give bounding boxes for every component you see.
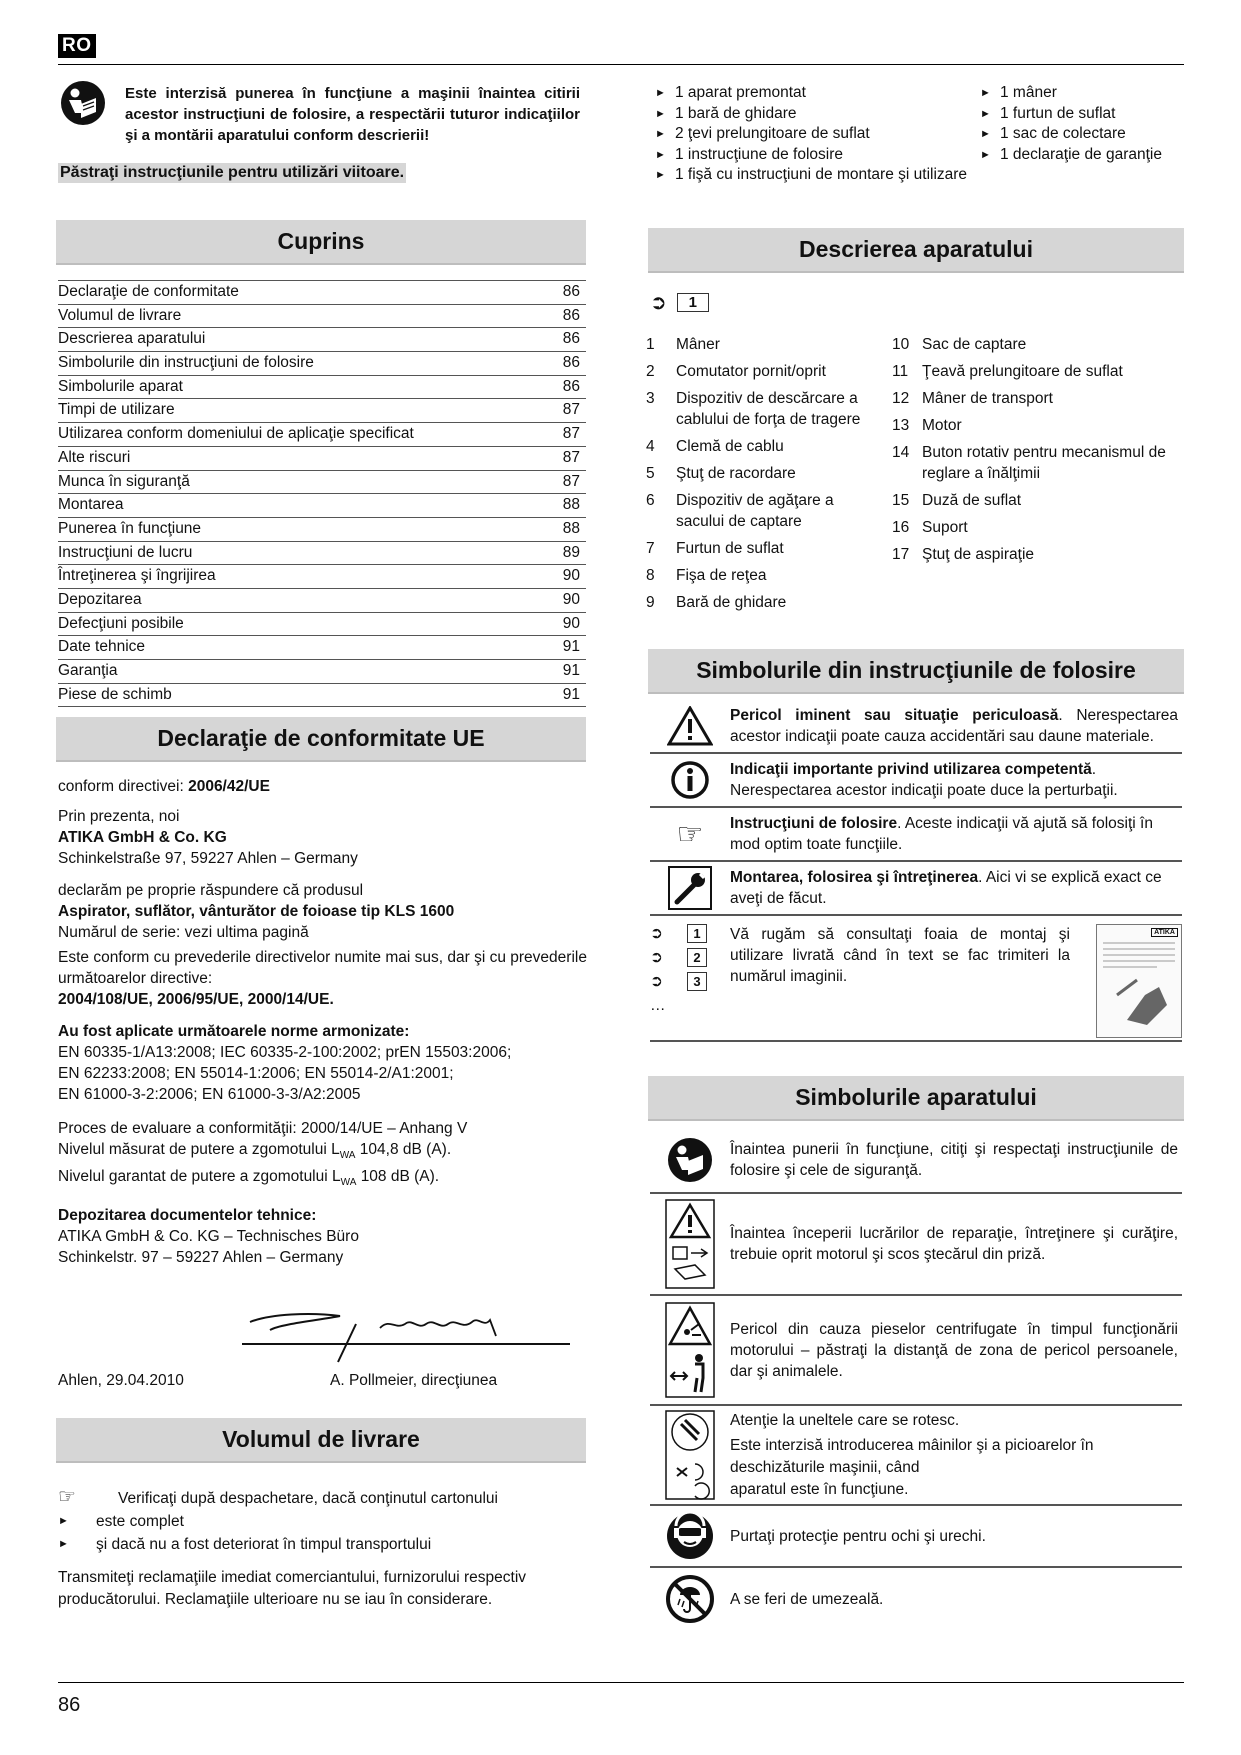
no-rain-icon: [650, 1575, 730, 1623]
delivery-bullet: este complet: [96, 1513, 184, 1530]
delivery-item-label: 1 instrucţiune de folosire: [675, 145, 844, 163]
rotating-tools-icon: [650, 1410, 730, 1500]
noise-measured-value: 104,8 dB (A).: [359, 1141, 452, 1158]
consult-text: Vă rugăm să consultaţi foaia de montaj şi utilizare livrată când în text se fac trimiteri la numărul imaginii.: [730, 926, 1070, 985]
noise-guaranteed-value: 108 dB (A).: [360, 1168, 440, 1186]
toc-item[interactable]: [58, 352, 586, 376]
delivery-item: [980, 83, 1190, 104]
delivery-item-label: 1 declaraţie de garanţie: [1000, 145, 1163, 163]
part-item: [892, 388, 1182, 409]
part-label: Ţeavă prelungitoare de suflat: [922, 363, 1123, 380]
company-address: Schinkelstraße 97, 59227 Ahlen – Germany: [58, 850, 358, 867]
delivery-item: [980, 104, 1190, 125]
delivery-claims: Transmiteţi reclamaţiile imediat comerciantului, furnizorului respectiv producătorului. Reclamaţiile ulterioare nu se iau în considerare.: [58, 1569, 527, 1608]
toc-item-page: 86: [562, 283, 580, 300]
rotating-tools-warning: Atenţie la uneltele care se rotesc.: [730, 1411, 960, 1429]
toc-item-label: Alte riscuri: [58, 448, 131, 466]
toc-item-page: 87: [562, 425, 580, 443]
part-number: 2: [646, 363, 655, 380]
description-col2: [892, 334, 1182, 571]
delivery-item-label: 2 ţevi prelungitoare de suflat: [675, 125, 870, 142]
lwa-subscript: WA: [340, 1177, 357, 1189]
toc-list: [58, 280, 586, 707]
delivery-item-label: 1 mâner: [1000, 84, 1057, 101]
read-manual-icon: [60, 80, 106, 126]
page-number: 86: [58, 1694, 81, 1716]
delivery-item-label: 1 aparat premontat: [675, 84, 806, 101]
toc-item-page: 86: [562, 330, 580, 348]
toc-item-label: Date tehnice: [58, 638, 146, 656]
declaration-body: [58, 776, 598, 1268]
keep-instructions-note: Păstraţi instrucţiunile pentru utilizări viitoare.: [60, 164, 405, 181]
toc-item-label: Declaraţie de conformitate: [58, 283, 239, 300]
pointing-hand-icon: ☞: [676, 817, 704, 851]
conform-text: Este conform cu prevederile directivelor numite mai sus, dar şi cu prevederile următoarelor directive:: [58, 949, 587, 987]
noise-measured: [58, 1139, 598, 1166]
part-number: 5: [646, 465, 655, 482]
part-number: 10: [892, 336, 910, 353]
part-label: Mâner: [676, 336, 720, 353]
declaration-heading: Declaraţie de conformitate UE: [56, 717, 586, 762]
part-item: [646, 436, 886, 457]
part-item: [646, 592, 886, 613]
toc-item[interactable]: [58, 518, 586, 542]
read-manual-icon: [650, 1137, 730, 1183]
symbol-row-danger: [650, 700, 1182, 754]
ellipsis: …: [650, 997, 666, 1014]
danger-label: Pericol iminent sau situaţie periculoasă: [730, 707, 1059, 724]
toc-item-label: Punerea în funcţiune: [58, 519, 202, 537]
toc-item-page: 89: [562, 543, 580, 561]
directives-list: 2004/108/UE, 2006/95/UE, 2000/14/UE.: [58, 991, 334, 1008]
toc-item-page: 91: [562, 662, 580, 679]
rotating-tools-text: Este interzisă introducerea mâinilor şi a picioarelor în deschizăturile maşinii, când: [730, 1436, 1094, 1476]
part-label: Sac de captare: [922, 336, 1027, 353]
part-label: Fişa de reţea: [676, 567, 767, 584]
part-item: [646, 565, 886, 586]
part-item: [646, 538, 886, 559]
toc-item[interactable]: [58, 423, 586, 447]
toc-item[interactable]: [58, 613, 586, 637]
product-name: Aspirator, suflător, vânturător de foioase tip KLS 1600: [58, 903, 455, 920]
warning-text: Este interzisă punerea în funcţiune a maşinii înaintea citirii acestor instrucţiuni de folosire, a respectării tuturor indicaţiilor şi a montării aparatului conform descrierii!: [125, 85, 580, 144]
part-item: [892, 442, 1182, 484]
figure-number: 1: [677, 293, 709, 312]
directive-number: 2006/42/UE: [188, 778, 270, 795]
toc-item-page: 87: [562, 472, 580, 490]
delivery-item-label: 1 sac de colectare: [1000, 125, 1126, 142]
toc-item-label: Piese de schimb: [58, 685, 172, 703]
toc-item-label: Întreţinerea şi îngrijirea: [58, 567, 216, 585]
toc-item[interactable]: [58, 328, 586, 352]
toc-item-page: 87: [562, 401, 580, 419]
language-badge: RO: [58, 34, 96, 58]
part-number: 14: [892, 444, 910, 461]
part-item: [646, 388, 886, 430]
delivery-item: [655, 104, 985, 125]
delivery-bullet: şi dacă nu a fost deteriorat în timpul transportului: [96, 1536, 432, 1553]
device-symbols-heading: Simbolurile aparatului: [648, 1076, 1184, 1121]
delivery-items-col1: [655, 83, 985, 186]
delivery-items-col2: [980, 83, 1190, 165]
reference-arrow-icon: ➲: [650, 292, 667, 314]
conformity-procedure: Proces de evaluare a conformităţii: 2000/14/UE – Anhang V: [58, 1120, 468, 1137]
toc-item-label: Volumul de livrare: [58, 306, 182, 324]
toc-item[interactable]: [58, 471, 586, 495]
flying-parts-icon: [650, 1302, 730, 1398]
delivery-item: [655, 145, 985, 166]
toc-item-label: Munca în siguranţă: [58, 472, 190, 490]
toc-item-page: 86: [562, 354, 580, 372]
bullet-arrow-icon: ►: [58, 1538, 69, 1550]
header-rule: [58, 64, 1184, 65]
part-number: 16: [892, 519, 910, 536]
instruction-sheet-thumbnail: [1096, 924, 1182, 1038]
directive-prefix: conform directivei:: [58, 778, 189, 795]
toc-item[interactable]: [58, 636, 586, 660]
part-number: 17: [892, 546, 910, 563]
description-col1: [646, 334, 886, 619]
humidity-text: A se feri de umezeală.: [730, 1590, 884, 1608]
toc-item-page: 88: [562, 496, 580, 514]
figure-ref-box: 2: [687, 948, 707, 967]
bullet-arrow-icon: ►: [655, 87, 666, 99]
part-number: 1: [646, 336, 655, 353]
device-row-distance: [650, 1296, 1182, 1406]
device-row-read: [650, 1128, 1182, 1194]
company-name: ATIKA GmbH & Co. KG: [58, 829, 227, 846]
toc-item[interactable]: [58, 305, 586, 329]
part-label: Buton rotativ pentru mecanismul de reglare a înălţimii: [922, 444, 1166, 482]
toc-item-page: 90: [562, 590, 580, 608]
bullet-arrow-icon: ►: [655, 148, 666, 161]
toc-item[interactable]: [58, 565, 586, 589]
part-item: [892, 544, 1182, 565]
figure-reference: [650, 290, 709, 315]
info-label: Indicaţii importante privind utilizarea competentă: [730, 761, 1092, 778]
device-row-rotating: [650, 1406, 1182, 1506]
part-label: Clemă de cablu: [676, 438, 784, 455]
storage-address: Schinkelstr. 97 – 59227 Ahlen – Germany: [58, 1249, 344, 1267]
part-item: [646, 490, 886, 532]
toc-item-page: 86: [562, 377, 580, 395]
part-label: Bară de ghidare: [676, 594, 787, 611]
toc-item[interactable]: [58, 281, 586, 305]
delivery-item: [655, 83, 985, 104]
storage-title: Depozitarea documentelor tehnice:: [58, 1207, 317, 1225]
noise-measured-label: Nivelul măsurat de putere a zgomotului L: [58, 1141, 340, 1158]
toc-item-label: Defecţiuni posibile: [58, 614, 184, 632]
rotating-tools-text: aparatul este în funcţiune.: [730, 1480, 909, 1498]
bullet-arrow-icon: ►: [980, 107, 991, 120]
noise-guaranteed: [58, 1166, 598, 1193]
bullet-arrow-icon: ►: [58, 1515, 69, 1527]
delivery-item-label: 1 furtun de suflat: [1000, 104, 1116, 122]
part-number: 6: [646, 492, 655, 509]
delivery-body: [58, 1488, 588, 1611]
symbol-row-instructions: [650, 808, 1182, 862]
toc-item[interactable]: [58, 660, 586, 684]
footer-rule: [58, 1682, 1184, 1683]
bullet-arrow-icon: ►: [655, 107, 666, 120]
toc-item[interactable]: [58, 447, 586, 471]
symbol-row-mounting: [650, 862, 1182, 916]
delivery-item: [655, 165, 985, 186]
reference-arrow-icon: ➲: [650, 925, 663, 942]
toc-item[interactable]: [58, 494, 586, 518]
toc-item-page: 88: [562, 519, 580, 537]
danger-text: . Nerespectarea acestor indicaţii poate cauza accidentări sau daune materiale.: [730, 707, 1178, 745]
bullet-arrow-icon: ►: [980, 128, 991, 140]
part-number: 9: [646, 594, 655, 611]
toc-item-label: Simbolurile din instrucţiuni de folosire: [58, 354, 314, 372]
figure-ref-box: 1: [687, 924, 707, 943]
toc-item-label: Depozitarea: [58, 590, 142, 608]
toc-item[interactable]: [58, 399, 586, 423]
part-item: [646, 361, 886, 382]
reference-arrow-icon: ➲: [650, 973, 663, 990]
bullet-arrow-icon: ►: [980, 87, 991, 99]
toc-item-label: Descrierea aparatului: [58, 330, 206, 348]
delivery-item: [655, 124, 985, 145]
toc-item-label: Timpi de utilizare: [58, 401, 175, 419]
toc-item-page: 87: [562, 448, 580, 466]
figure-ref-box: 3: [687, 972, 707, 991]
part-item: [646, 334, 886, 355]
mounting-label: Montarea, folosirea şi întreţinerea: [730, 869, 979, 886]
pointing-hand-icon: ☞: [58, 1486, 76, 1508]
noise-guaranteed-label: Nivelul garantat de putere a zgomotului L: [58, 1168, 341, 1186]
manual-symbols-heading: Simbolurile din instrucţiunile de folosire: [648, 649, 1184, 694]
part-number: 11: [892, 363, 909, 380]
part-number: 7: [646, 540, 655, 557]
eye-ear-protection-icon: [650, 1512, 730, 1560]
part-item: [646, 463, 886, 484]
part-label: Mâner de transport: [922, 390, 1053, 407]
part-number: 8: [646, 567, 655, 584]
part-label: Furtun de suflat: [676, 540, 784, 557]
toc-item[interactable]: [58, 376, 586, 400]
device-row-protection: [650, 1506, 1182, 1568]
signature: [240, 1300, 580, 1370]
toc-item-page: 86: [562, 306, 580, 324]
instructions-label: Instrucţiuni de folosire: [730, 815, 898, 832]
toc-item-page: 91: [562, 638, 580, 656]
part-item: [892, 415, 1182, 436]
declare-text: declarăm pe proprie răspundere că produsul: [58, 882, 364, 899]
device-row-humidity: [650, 1568, 1182, 1630]
norms-title: Au fost aplicate următoarele norme armonizate:: [58, 1023, 410, 1040]
symbol-row-figures: [650, 916, 1182, 1042]
delivery-heading: Volumul de livrare: [56, 1418, 586, 1463]
part-label: Suport: [922, 519, 968, 536]
part-number: 4: [646, 438, 655, 455]
part-label: Duză de suflat: [922, 492, 1022, 509]
norms-line: EN 62233:2008; EN 55014-1:2006; EN 55014-2/A1:2001;: [58, 1065, 454, 1082]
serial-number: Numărul de serie: vezi ultima pagină: [58, 924, 309, 941]
storage-company: ATIKA GmbH & Co. KG – Technisches Büro: [58, 1228, 359, 1246]
part-number: 15: [892, 492, 910, 509]
figure-references: [650, 916, 730, 1018]
description-heading: Descrierea aparatului: [648, 228, 1184, 273]
part-number: 13: [892, 417, 910, 434]
part-label: Ştuţ de racordare: [676, 465, 796, 482]
instructions-text: . Aceste indicaţii vă ajută să folosiţi în mod optim toate funcţiile.: [730, 815, 1153, 853]
toc-item[interactable]: [58, 684, 586, 708]
warning-triangle-icon: [650, 706, 730, 746]
delivery-item: [980, 124, 1190, 145]
symbol-row-info: [650, 754, 1182, 808]
delivery-item: [980, 145, 1190, 166]
bullet-arrow-icon: ►: [655, 128, 666, 140]
stop-motor-text: Înaintea începerii lucrărilor de reparaţie, întreţinere şi curăţire, trebuie oprit motorul şi scos ştecărul din priză.: [730, 1225, 1178, 1263]
part-label: Comutator pornit/oprit: [676, 363, 826, 380]
delivery-item-label: 1 bară de ghidare: [675, 104, 797, 122]
toc-item-page: 90: [562, 567, 580, 585]
read-instructions-text: Înaintea punerii în funcţiune, citiţi şi respectaţi instrucţiunile de folosire şi cele de siguranţă.: [730, 1141, 1178, 1179]
part-item: [892, 490, 1182, 511]
protection-text: Purtaţi protecţie pentru ochi şi urechi.: [730, 1527, 986, 1545]
part-label: Motor: [922, 417, 962, 434]
part-number: 3: [646, 390, 655, 407]
bullet-arrow-icon: ►: [655, 169, 666, 181]
toc-item-page: 91: [562, 685, 580, 703]
info-text: . Nerespectarea acestor indicaţii poate duce la perturbaţii.: [730, 761, 1118, 799]
toc-item-label: Montarea: [58, 496, 124, 514]
wrench-icon: [650, 866, 730, 910]
delivery-check: Verificaţi după despachetare, dacă conţinutul cartonului: [118, 1490, 498, 1507]
lwa-subscript: WA: [339, 1150, 356, 1162]
info-icon: [650, 760, 730, 800]
part-item: [892, 361, 1182, 382]
norms-line: EN 60335-1/A13:2008; IEC 60335-2-100:2002; prEN 15503:2006;: [58, 1044, 512, 1061]
device-row-stop: [650, 1194, 1182, 1296]
toc-item-label: Simbolurile aparat: [58, 377, 183, 395]
toc-item-page: 90: [562, 614, 580, 632]
part-label: Ştuţ de aspiraţie: [922, 546, 1035, 563]
mounting-text: . Aici vi se explică exact ce aveţi de făcut.: [730, 869, 1162, 907]
keep-distance-text: Pericol din cauza pieselor centrifugate în timpul funcţionării motorului – păstraţi la distanţă de zona de pericol persoanele, dar şi animalele.: [730, 1320, 1178, 1380]
toc-item[interactable]: [58, 542, 586, 566]
maintenance-warning-icon: [650, 1199, 730, 1289]
delivery-item-label: 1 fişă cu instrucţiuni de montare şi utilizare: [675, 166, 968, 183]
thumbnail-brand: ATIKA: [1151, 928, 1178, 937]
toc-item[interactable]: [58, 589, 586, 613]
bullet-arrow-icon: ►: [980, 148, 991, 161]
toc-item-label: Utilizarea conform domeniului de aplicaţie specificat: [58, 425, 414, 443]
signatory: A. Pollmeier, direcţiunea: [330, 1372, 498, 1389]
place-date: Ahlen, 29.04.2010: [58, 1372, 184, 1389]
part-label: Dispozitiv de descărcare a cablului de forţa de tragere: [676, 390, 861, 428]
part-number: 12: [892, 390, 910, 407]
norms-line: EN 61000-3-2:2006; EN 61000-3-3/A2:2005: [58, 1086, 361, 1103]
part-item: [892, 334, 1182, 355]
part-label: Dispozitiv de agăţare a sacului de captare: [676, 492, 834, 530]
toc-item-label: Garanţia: [58, 662, 118, 679]
part-item: [892, 517, 1182, 538]
toc-item-label: Instrucţiuni de lucru: [58, 543, 193, 561]
declaration-intro: Prin prezenta, noi: [58, 808, 180, 825]
reference-arrow-icon: ➲: [650, 949, 663, 966]
toc-heading: Cuprins: [56, 220, 586, 265]
